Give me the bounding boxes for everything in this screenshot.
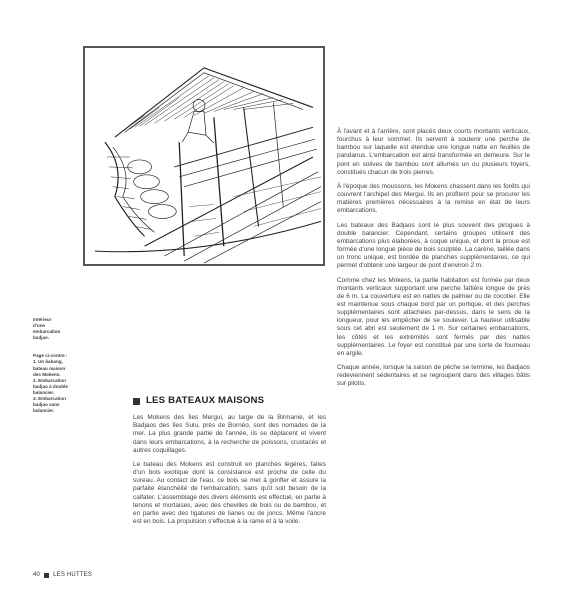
page-footer <box>33 572 92 578</box>
caption-line: badjao à double <box>33 383 68 389</box>
caption-line: Intérieur <box>33 317 52 322</box>
right-column <box>337 128 530 395</box>
caption-line: 2. Embarcation <box>33 377 66 383</box>
caption-line: des Mokens. <box>33 371 61 377</box>
running-title: LES HUTTES <box>53 572 93 578</box>
page-number: 40 <box>33 572 41 578</box>
heading-square-icon <box>133 398 140 405</box>
facing-page-caption <box>33 353 79 414</box>
caption-line: balancier. <box>33 408 55 414</box>
caption-line: d'une <box>33 323 46 329</box>
caption-line: bateau maison <box>33 365 66 371</box>
body-paragraph: Comme chez les Mokens, la partie habitation est formée par deux montants verticaux supportant une perche faîtière longue de près de 6 m. La couverture est en nattes de palmier ou de cocotier. Elle est maintenue sous chaque bord par un portique, et des perches supplémentaires sont attachées par-dessus, dans le sens de la longueur, pour les empêcher de se soulever. La hauteur utilisable sous cet abri est seulement de 1 m. Sur certaines embarcations, les côtés et les extrémités sont fermés par des nattes supplémentaires. Le foyer est constitué par une sorte de fourneau en argile. <box>337 276 530 357</box>
section-heading <box>133 397 326 405</box>
caption-line: 3. Embarcation <box>33 396 66 402</box>
caption-line: Page ci-contre : <box>33 353 68 359</box>
body-paragraph: Chaque année, lorsque la saison de pêche se termine, les Badjaos redeviennent sédentaires et se regroupent dans des villages bâtis sur pilotis. <box>337 364 530 388</box>
body-paragraph: À l'époque des moussons, les Mokens chassent dans les forêts qui couvrent l'archipel des Mergui. Ils en profitent pour se procurer les matières premières nécessaires à la remise en état de leurs embarcations. <box>337 182 530 215</box>
boat-sketch <box>85 48 323 264</box>
body-paragraph: Le bateau des Mokens est construit en planches légères, faites d'un bois exotique dont la consistance est proche de celle du sureau. Au contact de l'eau, ce bois se met à gonfler et assure la parfaite étanchéité de l'embarcation, sans qu'il soit besoin de la calfater. L'assemblage des divers éléments est effectué, en partie à tenons et mortaises, avec des chevilles de bois ou de bambou, et en partie avec des ligatures de lianes ou de joncs. Même l'ancre est en bois. La propulsion s'effectue à la rame et à la voile. <box>133 460 326 526</box>
body-paragraph: Les Mokens des îles Mergui, au large de la Birmanie, et les Badjaos des îles Sulu, près de Bornéo, sont des nomades de la mer. La plus grande partie de l'année, ils se déplacent et vivent dans leurs embarcations, à la recherche de poissons, crustacés et autres coquillages. <box>133 414 326 454</box>
sidebar-captions <box>33 317 79 421</box>
caption-line: balancier. <box>33 389 55 395</box>
body-paragraph: Les bateaux des Badjaos sont le plus souvent des pirogues à double balancier. Cependant, certains groupes utilisent des embarcations plus élaborées, à coque unique, et dont la proue est formée d'une longue pièce de bois sculptée. La carène, taillée dans un tronc unique, est bordée de planches supplémentaires, ce qui permet d'obtenir une largeur de pont d'environ 2 m. <box>337 221 530 270</box>
body-paragraph: À l'avant et à l'arrière, sont placés deux courts montants verticaux, fourchus à leur sommet. Ils servent à soutenir une perche de bambou sur laquelle est étendue une longue natte en feuilles de pandanus. L'embarcation est ainsi transformée en demeure. Sur le pont en solives de bambou sont allumés un ou plusieurs foyers, constitués chacun de trois pierres. <box>337 128 530 176</box>
caption-line: 1. Un kabang, <box>33 359 63 365</box>
caption-line: badjao. <box>33 335 50 341</box>
boat-interior-illustration <box>83 46 325 266</box>
image-caption <box>33 317 79 341</box>
left-column <box>133 397 326 532</box>
footer-square-icon <box>44 573 49 578</box>
caption-line: badjao sans <box>33 402 60 408</box>
caption-line: embarcation <box>33 329 61 335</box>
section-title: LES BATEAUX MAISONS <box>146 395 265 406</box>
